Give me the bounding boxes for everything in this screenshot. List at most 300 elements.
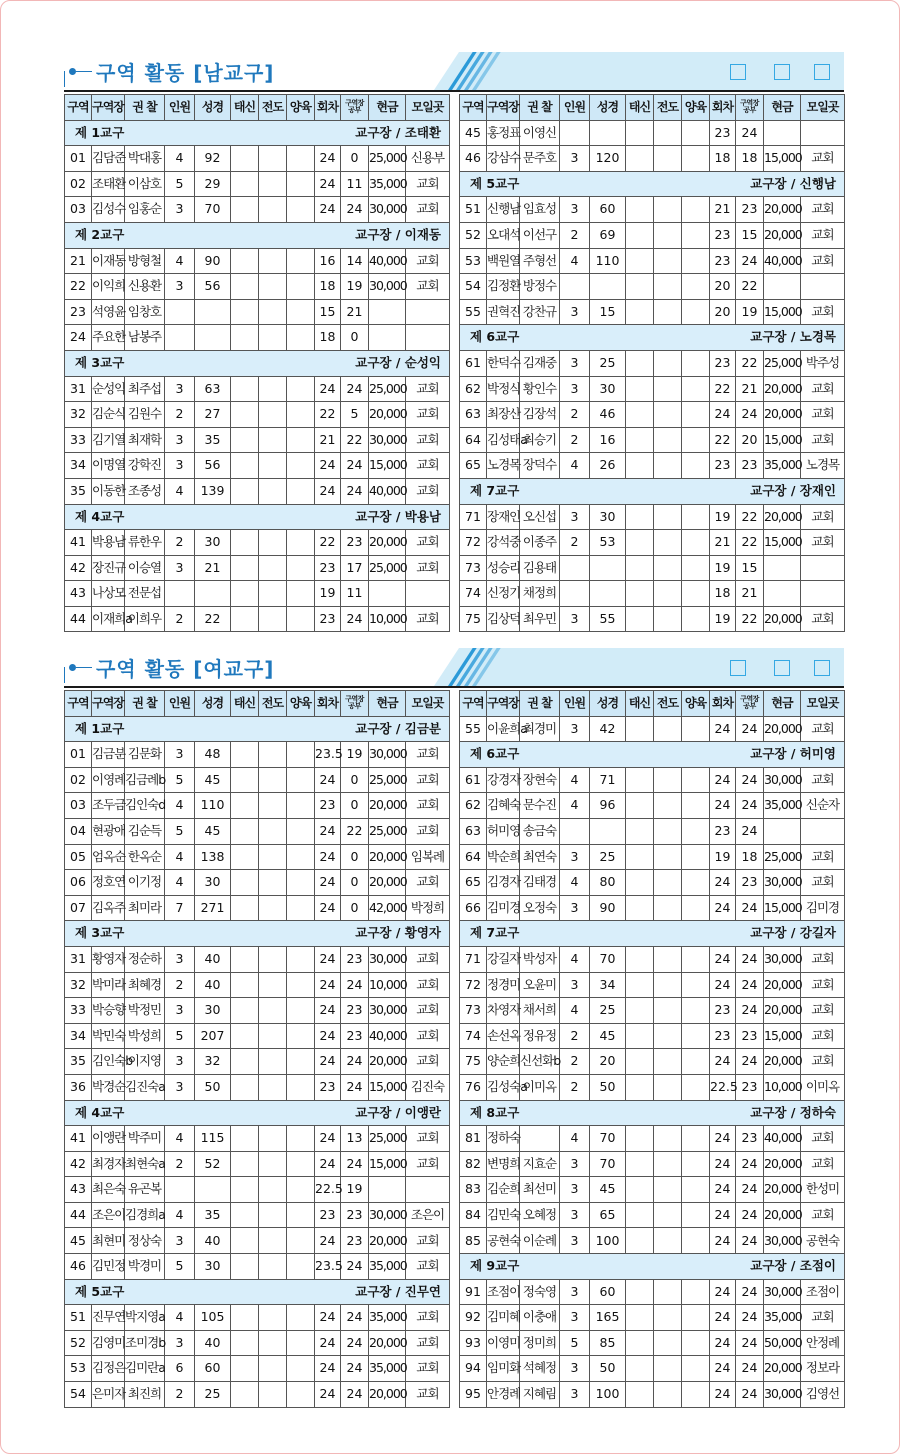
table-cell-h5 [626, 120, 654, 146]
table-cell-h2: 최재학 [125, 427, 165, 453]
table-cell-h6 [654, 453, 682, 479]
table-cell-h8: 23 [710, 998, 736, 1024]
table-cell-h5 [231, 1305, 259, 1331]
table-cell-h8: 24 [315, 197, 341, 223]
table-cell-h5 [626, 427, 654, 453]
table-cell-h8: 18 [710, 146, 736, 172]
table-cell-h8: 22 [710, 376, 736, 402]
table-cell-h8: 24 [315, 946, 341, 972]
table-cell-h6 [654, 716, 682, 742]
group-row [65, 1279, 450, 1305]
table-cell-h11: 교회 [801, 222, 845, 248]
table-cell-h8: 24 [315, 972, 341, 998]
table-cell-h0: 54 [460, 274, 487, 300]
table-cell-h3: 3 [560, 844, 590, 870]
table-cell-h10: 30,000 [764, 1279, 801, 1305]
table-cell-h8: 23 [315, 793, 341, 819]
table-row [65, 946, 450, 972]
table-cell-h5 [626, 844, 654, 870]
table-cell-h1: 차영자 [487, 998, 520, 1024]
table-cell-h7 [287, 427, 315, 453]
table-cell-h6 [654, 818, 682, 844]
table-cell-h11: 교회 [406, 1023, 450, 1049]
table-cell-h1: 공현숙 [487, 1228, 520, 1254]
table-cell-h9: 23 [736, 453, 764, 479]
table-cell-h3: 2 [560, 530, 590, 556]
table-cell-h11 [406, 325, 450, 351]
table-cell-h5 [231, 1228, 259, 1254]
table-cell-h4: 30 [195, 1254, 231, 1280]
table-cell-h0: 53 [65, 1356, 92, 1382]
table-row [460, 1049, 845, 1075]
table-row [65, 818, 450, 844]
table-cell-h4: 22 [195, 606, 231, 632]
table-cell-h5 [626, 376, 654, 402]
column-header: 구역 [460, 691, 487, 717]
table-row [460, 120, 845, 146]
table-cell-h8: 18 [315, 325, 341, 351]
group-name: 제 7교구 [460, 921, 654, 947]
table-cell-h4: 70 [590, 946, 626, 972]
table-cell-h2: 방정수 [520, 274, 560, 300]
table-cell-h7 [682, 998, 710, 1024]
table-cell-h1: 한덕수 [487, 350, 520, 376]
table-row [460, 530, 845, 556]
table-cell-h9: 24 [736, 1279, 764, 1305]
table-cell-h7 [287, 1305, 315, 1331]
table-cell-h6 [259, 1177, 287, 1203]
table-cell-h11: 교회 [801, 1305, 845, 1331]
table-cell-h4 [590, 120, 626, 146]
table-cell-h0: 83 [460, 1177, 487, 1203]
table-cell-h5 [231, 1023, 259, 1049]
table-cell-h8: 16 [315, 248, 341, 274]
table-cell-h11: 교회 [406, 946, 450, 972]
table-cell-h10: 35,000 [764, 1305, 801, 1331]
table-cell-h1: 박경순 [92, 1074, 125, 1100]
section-title: 구역 활동 [남교구] [96, 61, 275, 85]
table-cell-h8: 24 [315, 818, 341, 844]
table-cell-h3: 3 [165, 1330, 195, 1356]
table-cell-h1: 김기열 [92, 427, 125, 453]
table-cell-h5 [231, 818, 259, 844]
table-cell-h11: 교회 [406, 870, 450, 896]
table-cell-h8: 24 [315, 998, 341, 1024]
table-cell-h3: 4 [165, 870, 195, 896]
table-cell-h0: 72 [460, 530, 487, 556]
table-cell-h2: 임창호 [125, 299, 165, 325]
table-cell-h2: 김진숙a [125, 1074, 165, 1100]
table-cell-h7 [682, 1330, 710, 1356]
table-cell-h11: 교회 [406, 793, 450, 819]
table-cell-h9: 24 [736, 946, 764, 972]
table-cell-h9: 22 [341, 427, 369, 453]
table-cell-h5 [231, 1330, 259, 1356]
group-row [460, 1254, 845, 1280]
table-cell-h5 [626, 1382, 654, 1408]
table-cell-h2: 최승기 [520, 427, 560, 453]
table-cell-h4: 46 [590, 402, 626, 428]
table-cell-h6 [259, 1202, 287, 1228]
table-cell-h10: 20,000 [369, 1330, 406, 1356]
table-cell-h4: 50 [590, 1074, 626, 1100]
table-cell-h5 [231, 742, 259, 768]
group-row [460, 1100, 845, 1126]
table-cell-h8: 24 [315, 870, 341, 896]
table-cell-h2: 박성희 [125, 1023, 165, 1049]
column-header: 성경 [590, 95, 626, 121]
table-cell-h0: 45 [65, 1228, 92, 1254]
table-cell-h6 [259, 146, 287, 172]
table-row [460, 946, 845, 972]
bracket-line [64, 667, 65, 683]
table-cell-h5 [231, 844, 259, 870]
table-cell-h1: 이영례 [92, 767, 125, 793]
table-cell-h7 [682, 870, 710, 896]
table-cell-h11: 교회 [801, 197, 845, 223]
table-row [460, 1074, 845, 1100]
table-cell-h11: 교회 [406, 248, 450, 274]
column-header: 구역장 공부 [341, 95, 369, 121]
table-cell-h1: 정호연 [92, 870, 125, 896]
table-cell-h10: 40,000 [764, 248, 801, 274]
table-cell-h10: 20,000 [369, 1049, 406, 1075]
table-cell-h7 [682, 1228, 710, 1254]
table-cell-h5 [626, 1151, 654, 1177]
table-cell-h7 [682, 1074, 710, 1100]
table-cell-h2: 김용태 [520, 555, 560, 581]
group-leader: 교구장 / 조태환 [259, 120, 450, 146]
decor-square-icon [774, 64, 790, 80]
table-cell-h6 [654, 844, 682, 870]
table-cell-h0: 43 [65, 581, 92, 607]
table-cell-h2: 강학진 [125, 453, 165, 479]
table-cell-h2: 지혜림 [520, 1382, 560, 1408]
table-cell-h9: 0 [341, 146, 369, 172]
table-cell-h10: 20,000 [764, 1177, 801, 1203]
table-cell-h7 [682, 793, 710, 819]
table-cell-h6 [259, 325, 287, 351]
table-cell-h2: 최선미 [520, 1177, 560, 1203]
table-cell-h8: 24 [710, 1049, 736, 1075]
table-cell-h5 [626, 1202, 654, 1228]
table-cell-h3: 3 [560, 606, 590, 632]
table-cell-h2: 채서희 [520, 998, 560, 1024]
table-cell-h5 [626, 972, 654, 998]
table-cell-h3: 3 [560, 1382, 590, 1408]
table-cell-h6 [654, 1330, 682, 1356]
table-cell-h10 [764, 555, 801, 581]
table-cell-h3 [560, 581, 590, 607]
table-cell-h3: 3 [165, 998, 195, 1024]
table-cell-h7 [682, 1023, 710, 1049]
table-row [65, 972, 450, 998]
table-cell-h2: 최미라 [125, 895, 165, 921]
table-cell-h6 [654, 248, 682, 274]
table-cell-h3: 4 [165, 1202, 195, 1228]
table-cell-h7 [682, 120, 710, 146]
table-cell-h3: 3 [560, 350, 590, 376]
table-row [460, 376, 845, 402]
table-cell-h0: 23 [65, 299, 92, 325]
table-cell-h10: 20,000 [764, 222, 801, 248]
table-cell-h9: 24 [736, 895, 764, 921]
table-cell-h9: 19 [341, 1177, 369, 1203]
table-cell-h9: 0 [341, 793, 369, 819]
table-cell-h1: 김영미 [92, 1330, 125, 1356]
table-cell-h10: 20,000 [764, 1202, 801, 1228]
table-cell-h9: 24 [736, 1382, 764, 1408]
table-cell-h3: 3 [560, 1356, 590, 1382]
table-cell-h6 [259, 402, 287, 428]
table-cell-h1: 김미경 [487, 895, 520, 921]
table-cell-h8: 23 [710, 248, 736, 274]
table-cell-h2: 김문화 [125, 742, 165, 768]
table-cell-h0: 46 [65, 1254, 92, 1280]
table-cell-h5 [231, 274, 259, 300]
table-cell-h10: 30,000 [369, 946, 406, 972]
table-cell-h4: 15 [590, 299, 626, 325]
table-cell-h1: 장재인 [487, 504, 520, 530]
table-row [460, 767, 845, 793]
table-cell-h10: 20,000 [764, 606, 801, 632]
table-cell-h10: 30,000 [764, 1382, 801, 1408]
table-cell-h5 [231, 427, 259, 453]
column-header: 현금 [764, 691, 801, 717]
table-cell-h6 [654, 530, 682, 556]
table-cell-h4: 70 [590, 1151, 626, 1177]
table-cell-h4: 100 [590, 1228, 626, 1254]
table-cell-h11: 교회 [801, 146, 845, 172]
table-cell-h10: 30,000 [764, 767, 801, 793]
table-cell-h4: 30 [195, 530, 231, 556]
table-cell-h4: 70 [195, 197, 231, 223]
table-cell-h11: 교회 [406, 478, 450, 504]
table-cell-h6 [259, 1228, 287, 1254]
table-cell-h6 [654, 1126, 682, 1152]
table-cell-h1: 조태환 [92, 171, 125, 197]
table-cell-h9: 23 [736, 870, 764, 896]
table-row [460, 793, 845, 819]
table-cell-h1: 김담준 [92, 146, 125, 172]
column-header: 회차 [710, 691, 736, 717]
table-cell-h0: 92 [460, 1305, 487, 1331]
table-cell-h1: 김정은 [92, 1356, 125, 1382]
table-cell-h10: 15,000 [764, 427, 801, 453]
table-row [65, 844, 450, 870]
table-cell-h10: 30,000 [764, 870, 801, 896]
table-cell-h7 [287, 972, 315, 998]
table-cell-h4: 35 [195, 427, 231, 453]
group-leader: 교구장 / 조점이 [654, 1254, 845, 1280]
table-cell-h2: 박정민 [125, 998, 165, 1024]
table-cell-h10: 20,000 [764, 716, 801, 742]
table-cell-h9: 22 [736, 606, 764, 632]
table-cell-h6 [654, 1228, 682, 1254]
table-cell-h7 [287, 946, 315, 972]
table-cell-h8: 23 [710, 350, 736, 376]
table-cell-h3: 5 [165, 818, 195, 844]
table-cell-h10: 20,000 [369, 530, 406, 556]
table-cell-h7 [287, 453, 315, 479]
table-cell-h1: 황영자 [92, 946, 125, 972]
table-cell-h0: 85 [460, 1228, 487, 1254]
group-row [460, 171, 845, 197]
table-cell-h2: 황인수 [520, 376, 560, 402]
column-header: 구역 [460, 95, 487, 121]
table-cell-h10: 20,000 [369, 402, 406, 428]
table-cell-h3: 4 [560, 946, 590, 972]
table-cell-h3: 5 [165, 767, 195, 793]
table-cell-h5 [626, 716, 654, 742]
table-cell-h4: 165 [590, 1305, 626, 1331]
table-row [460, 1330, 845, 1356]
table-row [65, 1202, 450, 1228]
table-cell-h0: 62 [460, 376, 487, 402]
group-leader: 교구장 / 순성익 [259, 350, 450, 376]
table-cell-h10: 42,000 [369, 895, 406, 921]
group-name: 제 6교구 [460, 742, 654, 768]
table-cell-h2: 유곤복 [125, 1177, 165, 1203]
group-name: 제 5교구 [65, 1279, 259, 1305]
table-cell-h3 [560, 274, 590, 300]
table-cell-h9: 24 [736, 716, 764, 742]
table-row [460, 1023, 845, 1049]
table-cell-h5 [231, 1202, 259, 1228]
column-header: 성경 [195, 95, 231, 121]
table-cell-h0: 21 [65, 248, 92, 274]
table-cell-h8: 20 [710, 274, 736, 300]
table-cell-h0: 02 [65, 171, 92, 197]
table-cell-h1: 이영미 [487, 1330, 520, 1356]
table-cell-h4: 65 [590, 1202, 626, 1228]
table-cell-h0: 64 [460, 427, 487, 453]
column-header: 전도 [654, 691, 682, 717]
table-cell-h6 [654, 555, 682, 581]
header-underline [64, 686, 844, 688]
table-cell-h9: 0 [341, 870, 369, 896]
bullet-line [76, 667, 92, 668]
table-cell-h10: 20,000 [764, 1151, 801, 1177]
table-cell-h10: 40,000 [369, 248, 406, 274]
table-cell-h0: 42 [65, 555, 92, 581]
table-cell-h7 [682, 1305, 710, 1331]
table-cell-h4: 50 [195, 1074, 231, 1100]
table-cell-h4: 26 [590, 453, 626, 479]
table-cell-h0: 04 [65, 818, 92, 844]
table-cell-h4: 25 [195, 1382, 231, 1408]
table-cell-h5 [626, 1177, 654, 1203]
table-cell-h7 [287, 376, 315, 402]
table-cell-h8: 20 [710, 299, 736, 325]
table-cell-h11: 교회 [801, 376, 845, 402]
table-cell-h4: 34 [590, 972, 626, 998]
table-cell-h2: 조미경b [125, 1330, 165, 1356]
table-cell-h1: 김혜숙 [487, 793, 520, 819]
table-cell-h6 [259, 1330, 287, 1356]
table-row [460, 274, 845, 300]
section-header [64, 648, 844, 688]
table-cell-h3: 2 [165, 606, 195, 632]
table-cell-h1: 성승리 [487, 555, 520, 581]
table-cell-h7 [287, 197, 315, 223]
table-cell-h11: 교회 [406, 818, 450, 844]
table-cell-h0: 64 [460, 844, 487, 870]
table-cell-h6 [259, 478, 287, 504]
table-cell-h2: 이충애 [520, 1305, 560, 1331]
column-header: 양육 [287, 691, 315, 717]
table-cell-h0: 01 [65, 146, 92, 172]
table-cell-h6 [259, 171, 287, 197]
table-row [65, 1126, 450, 1152]
table-cell-h6 [259, 972, 287, 998]
table-cell-h2: 김금례b [125, 767, 165, 793]
table-cell-h2: 최경미 [520, 716, 560, 742]
table-cell-h4: 138 [195, 844, 231, 870]
table-row [460, 1305, 845, 1331]
table-cell-h11: 교회 [801, 1151, 845, 1177]
table-cell-h2: 최진희 [125, 1382, 165, 1408]
table-cell-h5 [626, 299, 654, 325]
table-cell-h0: 02 [65, 767, 92, 793]
table-cell-h5 [626, 998, 654, 1024]
table-cell-h1: 김성태a [487, 427, 520, 453]
table-cell-h3 [165, 325, 195, 351]
table-cell-h7 [287, 1177, 315, 1203]
table-cell-h3 [560, 120, 590, 146]
table-row [460, 870, 845, 896]
table-cell-h8: 23 [710, 453, 736, 479]
table-cell-h7 [287, 793, 315, 819]
table-cell-h9: 21 [736, 581, 764, 607]
column-header: 구역장 [92, 95, 125, 121]
group-name: 제 8교구 [460, 1100, 654, 1126]
table-cell-h3: 4 [560, 793, 590, 819]
table-cell-h0: 24 [65, 325, 92, 351]
table-cell-h10: 30,000 [764, 946, 801, 972]
table-row [65, 767, 450, 793]
table-cell-h3: 4 [560, 870, 590, 896]
table-cell-h10 [369, 299, 406, 325]
table-cell-h1: 주요한 [92, 325, 125, 351]
table-cell-h9: 23 [341, 946, 369, 972]
table-cell-h9: 24 [736, 120, 764, 146]
table-cell-h5 [626, 1074, 654, 1100]
table-cell-h5 [231, 1254, 259, 1280]
table-cell-h5 [626, 946, 654, 972]
table-row [65, 1305, 450, 1331]
table-row [65, 1023, 450, 1049]
table-cell-h2: 최현숙a [125, 1151, 165, 1177]
table-cell-h6 [259, 870, 287, 896]
table-cell-h11: 조점이 [801, 1279, 845, 1305]
table-cell-h1: 최장산 [487, 402, 520, 428]
table-cell-h9: 24 [736, 248, 764, 274]
table-cell-h3: 4 [165, 146, 195, 172]
group-row [65, 716, 450, 742]
table-cell-h9: 24 [736, 1202, 764, 1228]
table-row [65, 248, 450, 274]
table-cell-h1: 김미혜 [487, 1305, 520, 1331]
table-cell-h4: 60 [590, 197, 626, 223]
table-cell-h9: 24 [736, 1151, 764, 1177]
table-cell-h5 [626, 818, 654, 844]
table-cell-h3: 4 [560, 1126, 590, 1152]
table-cell-h3: 2 [560, 222, 590, 248]
table-cell-h6 [259, 376, 287, 402]
table-cell-h0: 42 [65, 1151, 92, 1177]
bullet-dot-icon [69, 664, 76, 671]
